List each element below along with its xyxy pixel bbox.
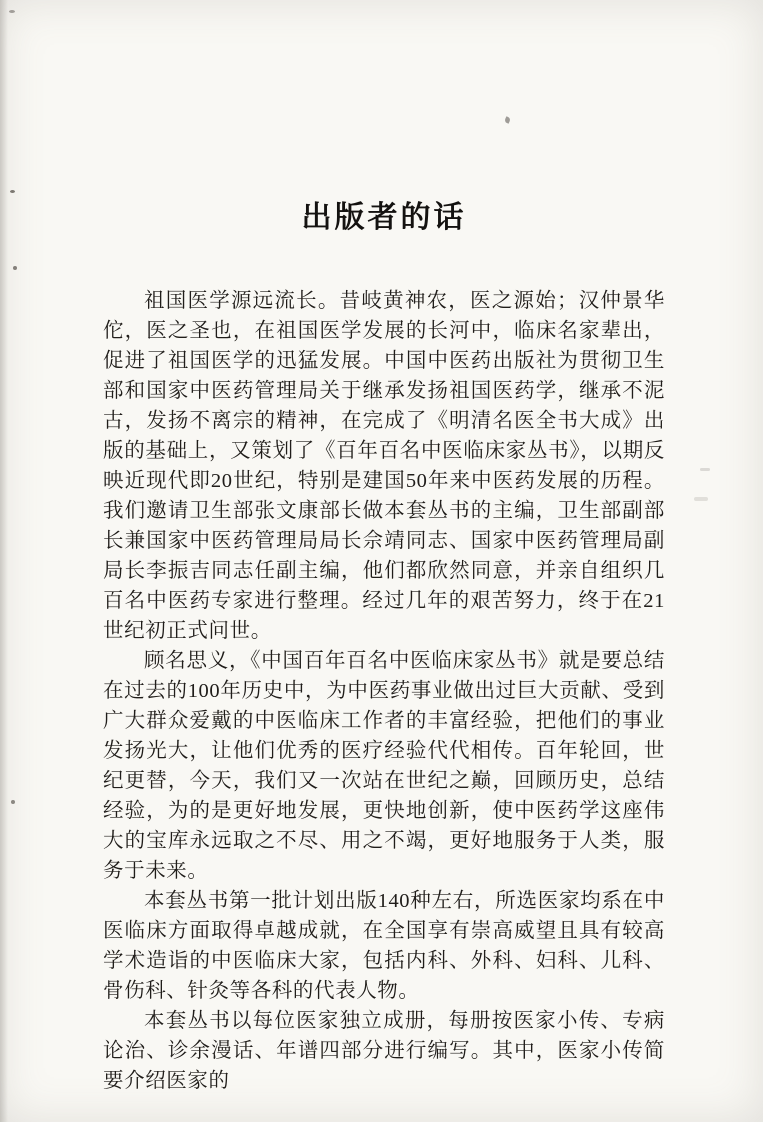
scan-speck [9, 10, 15, 13]
paragraph-1: 祖国医学源远流长。昔岐黄神农，医之源始；汉仲景华佗，医之圣也，在祖国医学发展的长河中，临床名家辈出，促进了祖国医学的迅猛发展。中国中医药出版社为贯彻卫生部和国家中医药管理局关于继承发扬祖国医药学，继承不泥古，发扬不离宗的精神，在完成了《明清名医全书大成》出版的基础上，又策划了《百年百名中医临床家丛书》，以期反映近现代即20世纪，特别是建国50年来中医药发展的历程。我们邀请卫生部张文康部长做本套丛书的主编，卫生部副部长兼国家中医药管理局局长佘靖同志、国家中医药管理局副局长李振吉同志任副主编，他们都欣然同意，并亲自组织几百名中医药专家进行整理。经过几年的艰苦努力，终于在21世纪初正式问世。 [103, 290, 665, 642]
scan-speck [10, 190, 15, 193]
scan-smudge [700, 468, 710, 471]
paragraph-3: 本套丛书第一批计划出版140种左右，所选医家均系在中医临床方面取得卓越成就，在全国享有崇高威望且具有较高学术造诣的中医临床大家，包括内科、外科、妇科、儿科、骨伤科、针灸等各科的代表人物。 [103, 890, 665, 1002]
scan-edge-shade [0, 0, 8, 1122]
page-title: 出版者的话 [301, 201, 467, 234]
scan-speck [504, 116, 511, 124]
scan-speck [11, 800, 15, 804]
body-text [103, 286, 665, 1096]
scan-speck [13, 266, 17, 270]
scan-smudge [694, 497, 708, 501]
paragraph-4: 本套丛书以每位医家独立成册，每册按医家小传、专病论治、诊余漫话、年谱四部分进行编写。其中，医家小传简要介绍医家的 [103, 1010, 665, 1092]
page-content [103, 192, 665, 1096]
paragraph-2: 顾名思义，《中国百年百名中医临床家丛书》就是要总结在过去的100年历史中，为中医药事业做出过巨大贡献、受到广大群众爱戴的中医临床工作者的丰富经验，把他们的事业发扬光大，让他们优秀的医疗经验代代相传。百年轮回，世纪更替，今天，我们又一次站在世纪之巅，回顾历史，总结经验，为的是更好地发展，更快地创新，使中医药学这座伟大的宝库永远取之不尽、用之不竭，更好地服务于人类，服务于未来。 [103, 650, 665, 882]
